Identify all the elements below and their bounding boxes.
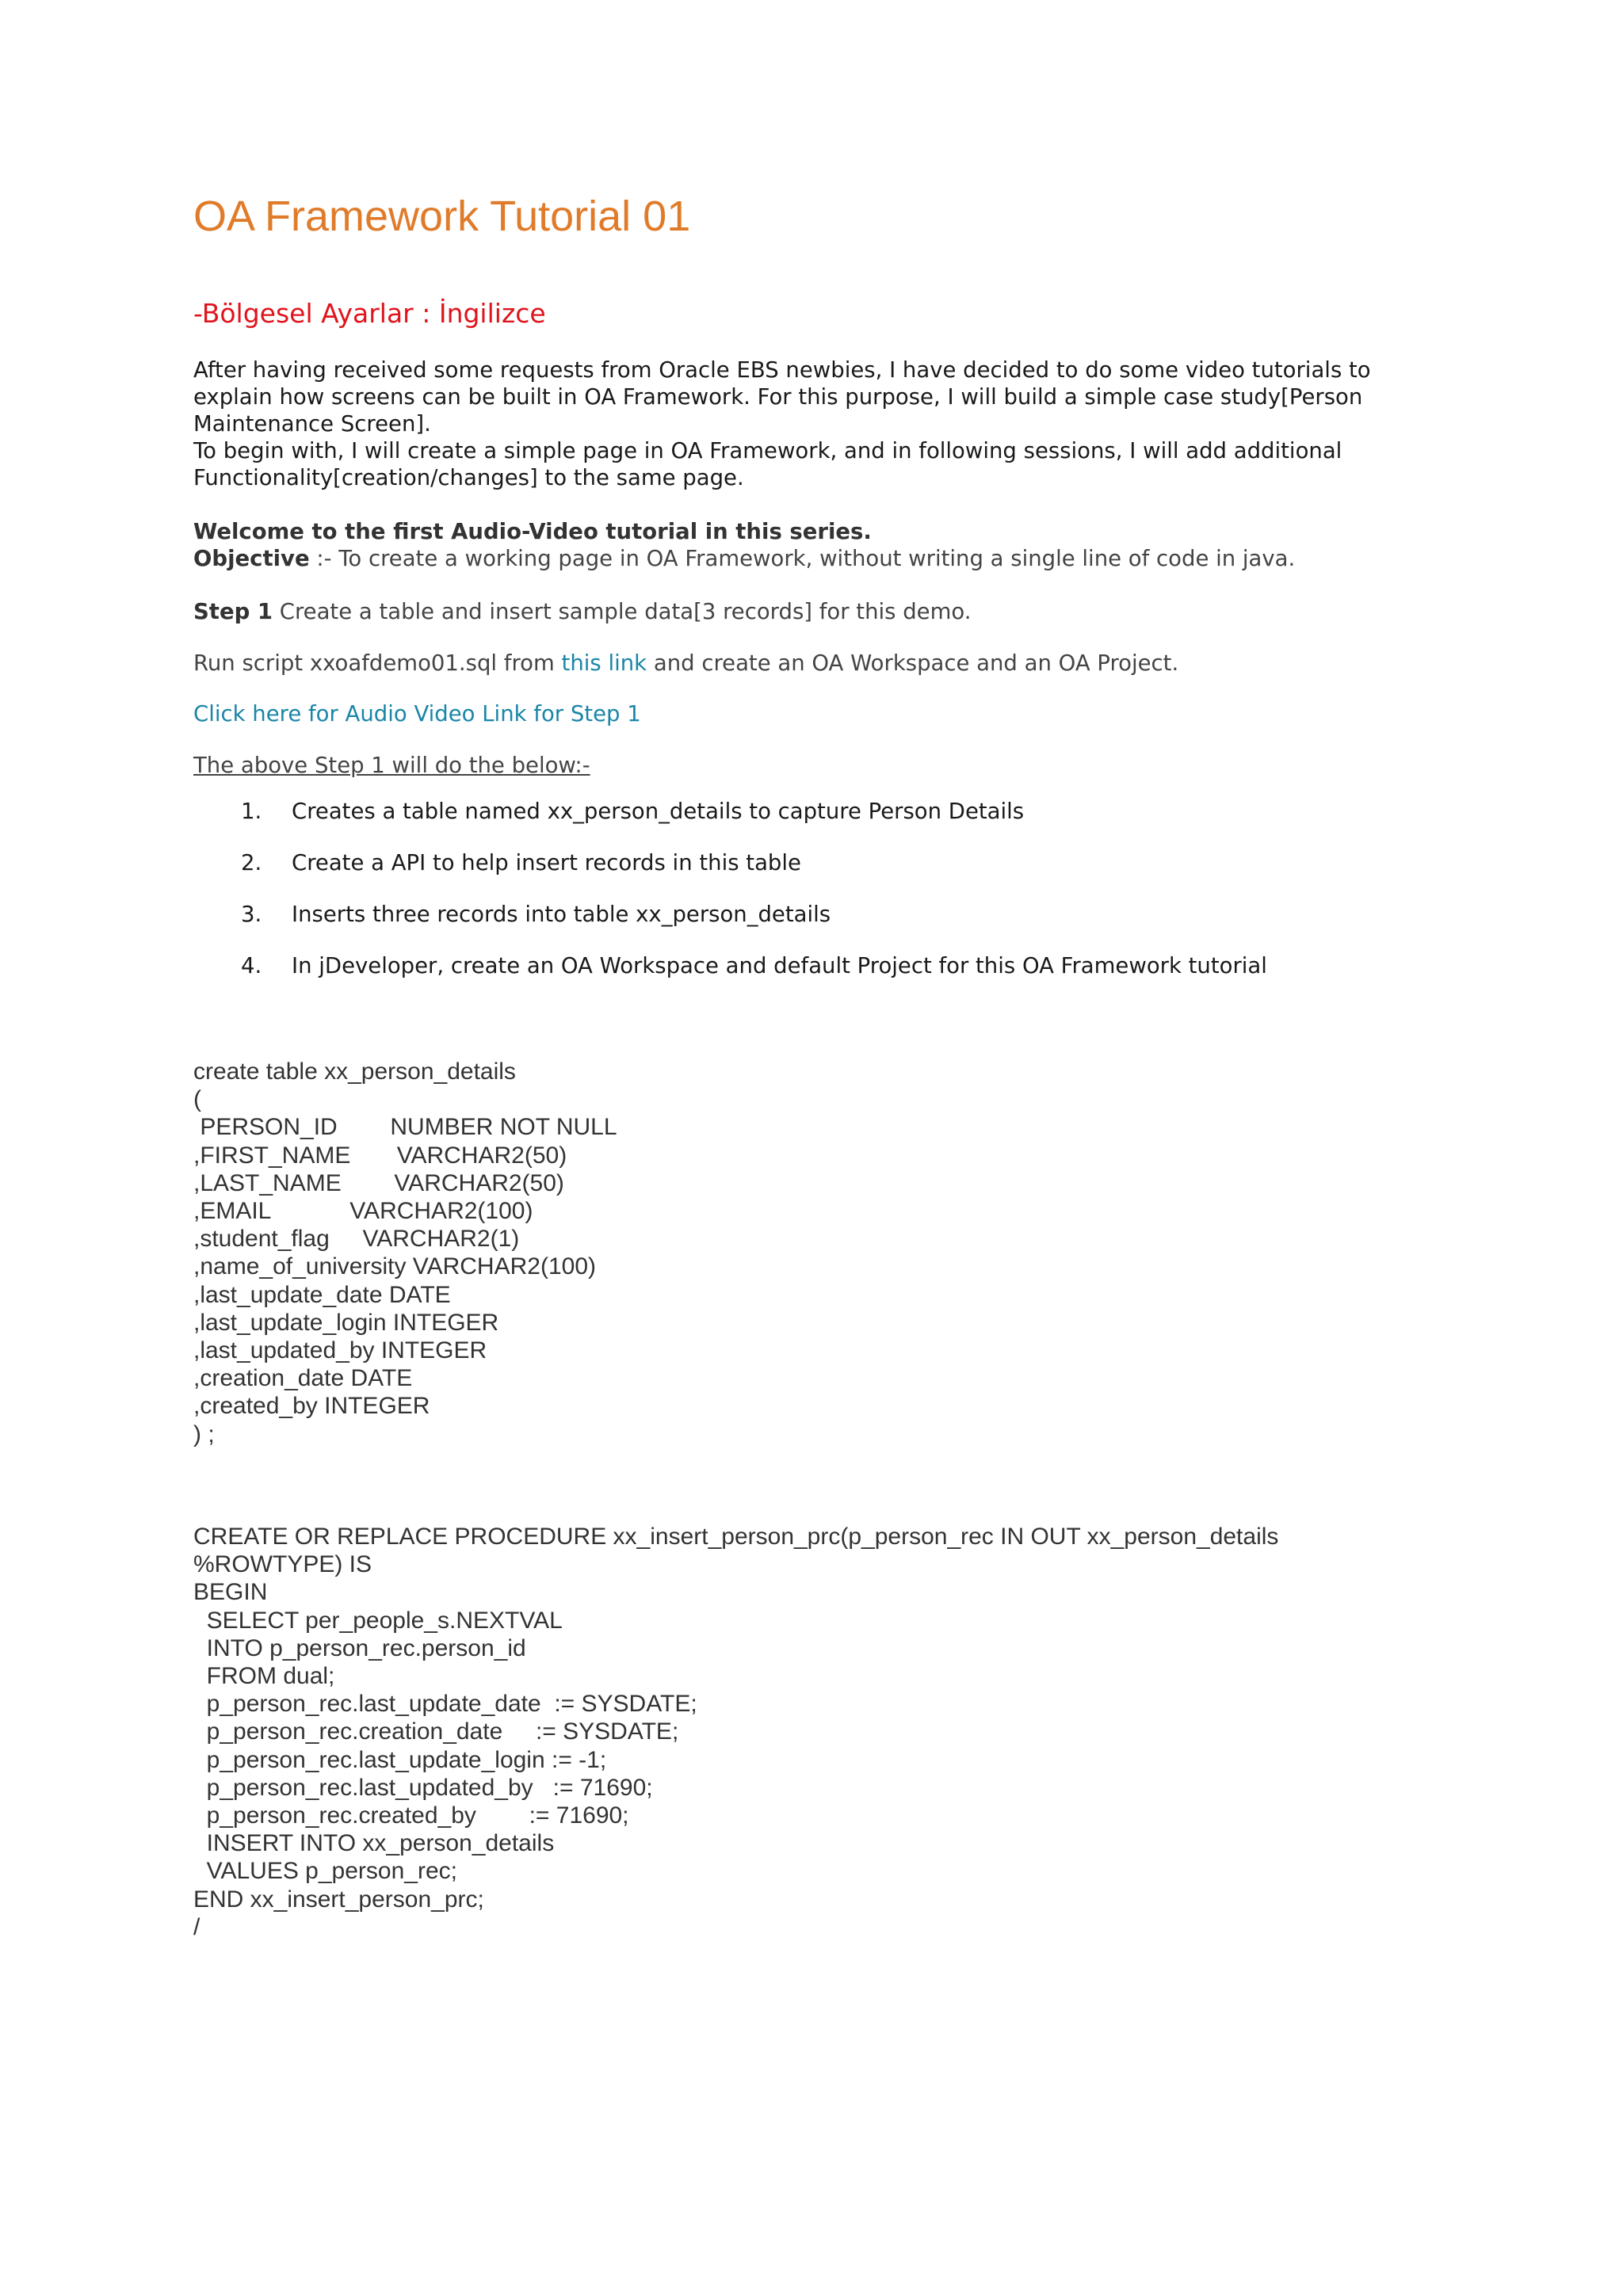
list-item-number: 4. [241,953,262,978]
list-item [241,953,1267,1005]
page-title: OA Framework Tutorial 01 [193,193,691,240]
run-script-before: Run script xxoafdemo01.sql from [193,650,562,676]
objective-text: :- To create a working page in OA Framework, without writing a single line of code in java. [309,546,1296,571]
list-item-number: 1. [241,799,262,824]
intro-paragraph-2: To begin with, I will create a simple page in OA Framework, and in following sessions, I will add additional Functionality[creation/changes] to the same page. [193,438,1342,490]
list-item-number: 2. [241,850,262,875]
list-item-text: Inserts three records into table xx_person_details [292,902,831,927]
list-item-text: Create a API to help insert records in this table [292,850,801,875]
above-step-line [193,752,590,779]
list-item [241,850,1267,902]
list-item [241,799,1267,850]
welcome-text: Welcome to the first Audio-Video tutorial in this series. [193,519,872,544]
create-table-code: create table xx_person_details ( PERSON_ID NUMBER NOT NULL ,FIRST_NAME VARCHAR2(50) ,LAST_NAME VARCHAR2(50) ,EMAIL VARCHAR2(100) ,student_flag VARCHAR2(1) ,name_of_university VARCHAR2(100) ,last_update_date DATE ,last_update_login INTEGER ,last_updated_by INTEGER ,creation_date DATE ,created_by INTEGER ) ; [193,1058,617,1447]
objective-line [193,545,1295,572]
intro-text [193,357,1430,491]
steps-list [241,799,1267,1005]
this-link[interactable]: this link [561,650,647,676]
run-script-after: and create an OA Workspace and an OA Project. [647,650,1179,676]
video-link-line [193,700,641,727]
step1-label: Step 1 [193,599,273,624]
intro-paragraph-1: After having received some requests from Oracle EBS newbies, I have decided to do some video tutorials to explain how screens can be built in OA Framework. For this purpose, I will build a simple case study[Person Maintenance Screen]. [193,357,1371,437]
list-item-number: 3. [241,902,262,927]
above-step-text: The above Step 1 will do the below:- [193,753,590,778]
step1-text: Create a table and insert sample data[3 records] for this demo. [273,599,972,624]
list-item-text: Creates a table named xx_person_details to capture Person Details [292,799,1025,824]
page-subtitle: -Bölgesel Ayarlar : İngilizce [193,298,546,329]
list-item [241,902,1267,953]
objective-label: Objective [193,546,310,571]
procedure-code: CREATE OR REPLACE PROCEDURE xx_insert_person_prc(p_person_rec IN OUT xx_person_details %ROWTYPE) IS BEGIN SELECT per_people_s.NEXTVAL INTO p_person_rec.person_id FROM dual; p_person_rec.last_update_date := SYSDATE; p_person_rec.creation_date := SYSDATE; p_person_rec.last_update_login := -1; p_person_rec.last_updated_by := 71690; p_person_rec.created_by := 71690; INSERT INTO xx_person_details VALUES p_person_rec; END xx_insert_person_prc; / [193,1524,1279,1940]
list-item-text: In jDeveloper, create an OA Workspace and default Project for this OA Framework tutorial [292,953,1267,978]
audio-video-link[interactable]: Click here for Audio Video Link for Step 1 [193,701,641,727]
welcome-heading [193,518,872,545]
step1-line [193,598,971,625]
run-script-line [193,650,1178,677]
